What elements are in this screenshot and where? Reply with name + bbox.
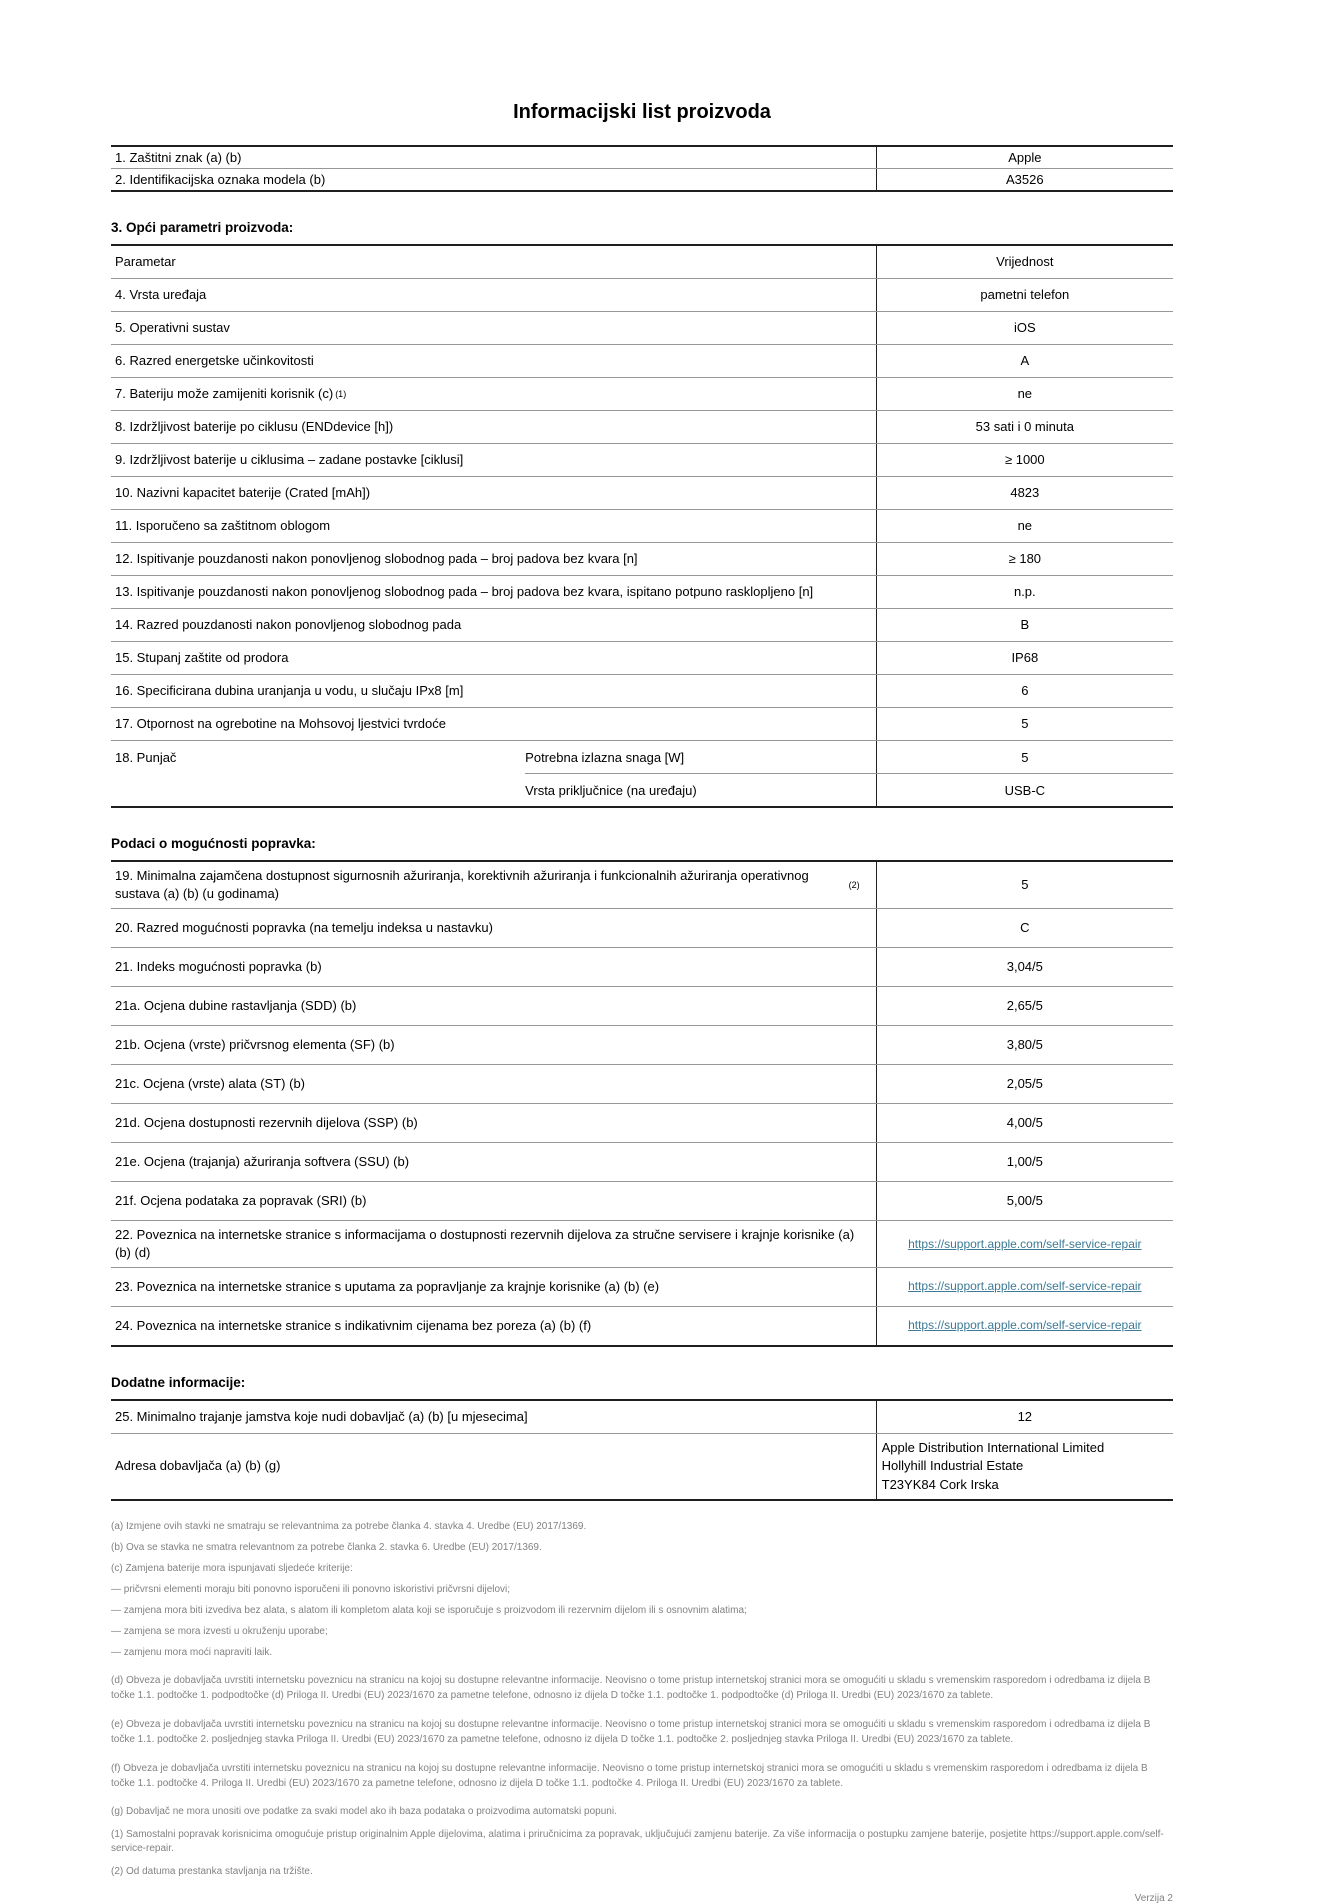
row-value: pametni telefon	[876, 279, 1173, 311]
address-line: Hollyhill Industrial Estate	[881, 1458, 1024, 1474]
table-row	[111, 947, 1173, 986]
row-value: IP68	[876, 642, 1173, 674]
row-label: 11. Isporučeno sa zaštitnom oblogom	[115, 518, 331, 534]
row-label: Adresa dobavljača (a) (b) (g)	[115, 1458, 281, 1474]
table-row	[111, 509, 1173, 542]
row-label: 10. Nazivni kapacitet baterije (Crated [mAh])	[115, 485, 371, 501]
table-row	[111, 168, 1173, 190]
footnotes-section	[111, 1520, 1173, 1904]
row-label: 1. Zaštitni znak (a) (b)	[115, 149, 242, 165]
row-label: 8. Izdržljivost baterije po ciklusu (ENDdevice [h])	[115, 419, 394, 435]
row-value: 3,04/5	[876, 948, 1173, 986]
row-value: 6	[876, 675, 1173, 707]
table-row	[111, 443, 1173, 476]
version-label: Verzija 2	[1134, 1892, 1173, 1904]
row-label: 24. Poveznica na internetske stranice s indikativnim cijenama bez poreza (a) (b) (f)	[115, 1317, 592, 1333]
table-row	[111, 575, 1173, 608]
table-row	[111, 344, 1173, 377]
table-row	[111, 377, 1173, 410]
subrow-param: Vrsta priključnice (na uređaju)	[525, 782, 697, 798]
row-value: iOS	[876, 312, 1173, 344]
self-service-repair-link[interactable]: https://support.apple.com/self-service-repair	[908, 1318, 1142, 1333]
table-row	[111, 674, 1173, 707]
row-label: 13. Ispitivanje pouzdanosti nakon ponovljenog slobodnog pada – broj padova bez kvara, ispitano potpuno rasklopljeno [n]	[115, 584, 814, 600]
footnote-b: (b) Ova se stavka ne smatra relevantnom za potrebe članka 2. stavka 6. Uredbe (EU) 2017/1369.	[111, 1542, 542, 1554]
row-label: 18. Punjač	[115, 750, 177, 765]
row-value: 53 sati i 0 minuta	[876, 411, 1173, 443]
table-row	[111, 476, 1173, 509]
footnote-c-item: — zamjenu mora moći napraviti laik.	[111, 1647, 273, 1659]
charger-row	[111, 740, 1173, 806]
row-label: 5. Operativni sustav	[115, 320, 230, 336]
row-value: ≥ 1000	[876, 444, 1173, 476]
footnote-c-item: — pričvrsni elementi moraju biti ponovno isporučeni ili ponovno iskoristivi pričvrsni dijelovi;	[111, 1584, 511, 1596]
row-label: 6. Razred energetske učinkovitosti	[115, 353, 314, 369]
row-value	[876, 1268, 1173, 1306]
document-content	[111, 0, 1173, 1904]
section-heading-additional: Dodatne informacije:	[111, 1374, 246, 1390]
footnote-c: (c) Zamjena baterije mora ispunjavati sljedeće kriterije:	[111, 1563, 353, 1575]
page-title: Informacijski list proizvoda	[513, 101, 771, 123]
footnote-g: (g) Dobavljač ne mora unositi ove podatke za svaki model ako ih baza podataka o proizvodima automatski popuni.	[111, 1805, 617, 1817]
row-value: 1,00/5	[876, 1143, 1173, 1181]
row-label: 15. Stupanj zaštite od prodora	[115, 650, 289, 666]
row-label: 4. Vrsta uređaja	[115, 287, 207, 303]
row-label: 23. Poveznica na internetske stranice s uputama za popravljanje za krajnje korisnike (a) (b) (e)	[115, 1278, 660, 1294]
row-label: 21f. Ocjena podataka za popravak (SRI) (b)	[115, 1192, 367, 1208]
row-label: 21c. Ocjena (vrste) alata (ST) (b)	[115, 1075, 305, 1091]
table-row	[111, 1025, 1173, 1064]
row-value: C	[876, 909, 1173, 947]
table-header-row	[111, 246, 1173, 278]
row-label: 20. Razred mogućnosti popravka (na temelju indeksa u nastavku)	[115, 919, 493, 935]
row-value: 5	[876, 862, 1173, 908]
row-label: 21b. Ocjena (vrste) pričvrsnog elementa (SF) (b)	[115, 1036, 395, 1052]
row-label: 9. Izdržljivost baterije u ciklusima – zadane postavke [ciklusi]	[115, 452, 464, 468]
table-row	[111, 1220, 1173, 1267]
table-row	[111, 862, 1173, 908]
table-row	[111, 1142, 1173, 1181]
footnote-e: (e) Obveza je dobavljača uvrstiti internetsku poveznicu na stranicu na kojoj su dostupne relevantne informacije. Neovisno o tome pristup internetskoj stranici mora se omogućiti u skladu s vremenskim rasporedom i odredbama iz dijela B točke 1.1. podtočke 2. posljednjeg stavka Priloga II. Uredbi (EU) 2023/1670 za pametne telefone, odnosno iz dijela D točke 1.1. podtočke 2. posljednjeg stavka Priloga II. Uredbi (EU) 2023/1670 za tablete.	[111, 1718, 1151, 1746]
footnote-c-item: — zamjena mora biti izvediva bez alata, s alatom ili kompletom alata koji se isporučuje s proizvodom ili rezervnim dijelom ili s osnovnim alatima;	[111, 1605, 747, 1617]
row-value: 12	[876, 1401, 1173, 1433]
row-value: ne	[876, 378, 1173, 410]
table-row	[111, 278, 1173, 311]
general-parameters-table	[111, 244, 1173, 808]
row-value: Apple	[876, 147, 1173, 168]
row-value: A3526	[876, 169, 1173, 190]
subrow-param: Potrebna izlazna snaga [W]	[525, 749, 685, 765]
row-value: 3,80/5	[876, 1026, 1173, 1064]
footnote-c-item: — zamjena se mora izvesti u okruženju uporabe;	[111, 1626, 328, 1638]
table-row	[111, 641, 1173, 674]
row-value	[876, 1307, 1173, 1345]
footnote-d: (d) Obveza je dobavljača uvrstiti internetsku poveznicu na stranicu na kojoj su dostupne relevantne informacije. Neovisno o tome pristup internetskoj stranici mora se omogućiti u skladu s vremenskim rasporedom i odredbama iz dijela B točke 1.1. podtočke 1. podpodtočke (d) Priloga II. Uredbi (EU) 2023/1670 za pametne telefone, odnosno iz dijela D točke 1.1. podtočke 1. podpodtočke (d) Priloga II. Uredbi (EU) 2023/1670 za tablete.	[111, 1674, 1151, 1702]
table-row	[111, 1401, 1173, 1433]
table-row	[111, 1064, 1173, 1103]
supplier-address	[876, 1434, 1173, 1499]
supplier-address-row	[111, 1433, 1173, 1499]
row-value	[876, 1221, 1173, 1267]
footnote-2: (2) Od datuma prestanka stavljanja na tržište.	[111, 1866, 313, 1878]
row-label: 16. Specificirana dubina uranjanja u vodu, u slučaju IPx8 [m]	[115, 683, 464, 699]
address-line: Apple Distribution International Limited	[881, 1439, 1105, 1455]
table-row	[111, 986, 1173, 1025]
row-label: 2. Identifikacijska oznaka modela (b)	[115, 171, 326, 187]
address-line: T23YK84 Cork Irska	[881, 1476, 999, 1492]
footnote-f: (f) Obveza je dobavljača uvrstiti internetsku poveznicu na stranicu na kojoj su dostupne relevantne informacije. Neovisno o tome pristup internetskoj stranici mora se omogućiti u skladu s vremenskim rasporedom i odredbama iz dijela B točke 1.1. podtočke 4. Priloga II. Uredbi (EU) 2023/1670 za pametne telefone, odnosno iz dijela D točke 1.1. podtočke 4. Priloga II. Uredbi (EU) 2023/1670 za tablete.	[111, 1762, 1148, 1790]
table-row	[111, 410, 1173, 443]
section-heading-repair: Podaci o mogućnosti popravka:	[111, 836, 316, 851]
table-row	[111, 147, 1173, 168]
row-label-text: 19. Minimalna zajamčena dostupnost sigurnosnih ažuriranja, korektivnih ažuriranja i funkcionalnih ažuriranja operativnog sustava (a) (b) (u godinama)	[115, 868, 809, 901]
row-label-text: 7. Bateriju može zamijeniti korisnik (c)	[115, 386, 334, 402]
charger-subtable	[525, 741, 1173, 806]
row-label: 22. Poveznica na internetske stranice s informacijama o dostupnosti rezervnih dijelova za stručne servisere i krajnje korisnike (a) (b) (d)	[115, 1226, 855, 1260]
table-row	[111, 542, 1173, 575]
repairability-table	[111, 860, 1173, 1347]
table-row	[111, 707, 1173, 740]
row-value: ≥ 180	[876, 543, 1173, 575]
address-lines	[882, 1439, 1105, 1494]
charger-subrow	[525, 773, 1173, 806]
row-label: 14. Razred pouzdanosti nakon ponovljenog slobodnog pada	[115, 617, 462, 633]
subrow-value: 5	[876, 741, 1173, 773]
table-row	[111, 608, 1173, 641]
row-label: 12. Ispitivanje pouzdanosti nakon ponovljenog slobodnog pada – broj padova bez kvara [n]	[115, 551, 638, 567]
row-value: n.p.	[876, 576, 1173, 608]
additional-information-table	[111, 1399, 1173, 1501]
table-row	[111, 1267, 1173, 1306]
footnote-1: (1) Samostalni popravak korisnicima omogućuje pristup originalnim Apple dijelovima, alatima i priručnicima za popravak, uključujući zamjenu baterije. Za više informacija o postupku zamjene baterije, posjetite https://support.apple.com/self-service-repair.	[111, 1829, 1164, 1854]
column-header-vrijednost: Vrijednost	[876, 246, 1173, 278]
row-value: 4823	[876, 477, 1173, 509]
row-value: 4,00/5	[876, 1104, 1173, 1142]
row-label: 25. Minimalno trajanje jamstva koje nudi dobavljač (a) (b) [u mjesecima]	[115, 1408, 528, 1424]
table-row	[111, 1181, 1173, 1220]
row-value: A	[876, 345, 1173, 377]
row-value: ne	[876, 510, 1173, 542]
self-service-repair-link[interactable]: https://support.apple.com/self-service-repair	[908, 1279, 1142, 1294]
identification-table	[111, 145, 1173, 192]
row-value: 2,65/5	[876, 987, 1173, 1025]
row-label: 17. Otpornost na ogrebotine na Mohsovoj ljestvici tvrdoće	[115, 716, 446, 732]
row-value: 5	[876, 708, 1173, 740]
row-label: 21e. Ocjena (trajanja) ažuriranja softvera (SSU) (b)	[115, 1153, 410, 1169]
row-label: 19. Minimalna zajamčena dostupnost sigurnosnih ažuriranja, korektivnih ažuriranja i funkcionalnih ažuriranja operativnog sustava (a) (b) (u godinama) (2)	[115, 868, 860, 901]
row-label: 21a. Ocjena dubine rastavljanja (SDD) (b)	[115, 997, 357, 1013]
table-row	[111, 1306, 1173, 1345]
row-label: 7. Bateriju može zamijeniti korisnik (c) (1)	[115, 386, 347, 402]
table-row	[111, 311, 1173, 344]
row-value: 5,00/5	[876, 1182, 1173, 1220]
row-value: 2,05/5	[876, 1065, 1173, 1103]
self-service-repair-link[interactable]: https://support.apple.com/self-service-repair	[908, 1236, 1142, 1251]
table-row	[111, 908, 1173, 947]
footnote-a: (a) Izmjene ovih stavki ne smatraju se relevantnima za potrebe članka 4. stavka 4. Uredbe (EU) 2017/1369.	[111, 1521, 587, 1533]
charger-subrow	[525, 741, 1173, 773]
section-heading-general: 3. Opći parametri proizvoda:	[111, 220, 294, 235]
row-label: 21d. Ocjena dostupnosti rezervnih dijelova (SSP) (b)	[115, 1114, 418, 1130]
subrow-value: USB-C	[876, 774, 1173, 806]
row-value: B	[876, 609, 1173, 641]
table-row	[111, 1103, 1173, 1142]
column-header-parametar: Parametar	[115, 254, 176, 270]
row-label: 21. Indeks mogućnosti popravka (b)	[115, 958, 322, 974]
